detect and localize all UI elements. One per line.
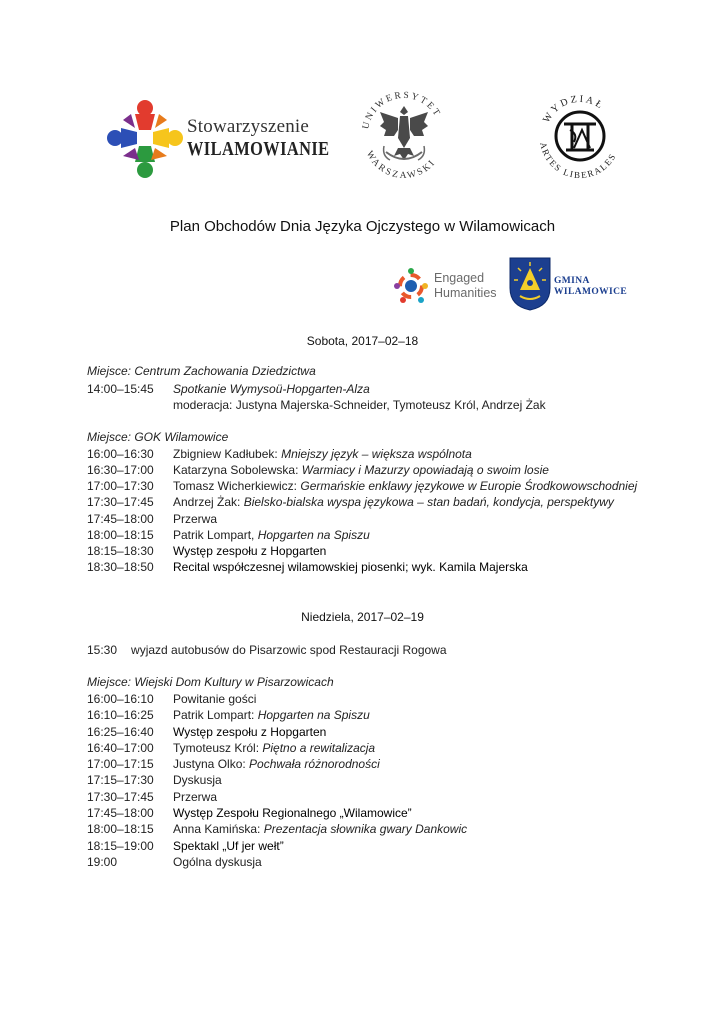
row-person: Dyskusja: [173, 773, 222, 787]
row-person: Występ zespołu z Hopgarten: [173, 544, 327, 558]
row-time: 14:00–15:45: [87, 382, 154, 396]
row-time: 18:15–19:00: [87, 839, 154, 853]
row-person: Przerwa: [173, 512, 218, 526]
row-topic: Hopgarten na Spiszu: [257, 528, 370, 542]
wilamowice-label: WILAMOWICE: [554, 287, 628, 297]
row-person: Katarzyna Sobolewska:: [173, 463, 302, 477]
row-person: Spektakl „Uf jer wełt”: [173, 839, 284, 853]
row-topic: Pochwała różnorodności: [249, 757, 380, 771]
row-time: 16:40–17:00: [87, 741, 154, 755]
saturday-heading: Sobota, 2017–02–18: [306, 334, 419, 348]
wilamowianie-label: WILAMOWIANIE: [187, 138, 330, 160]
row-time: 17:45–18:00: [87, 512, 154, 526]
row-time: 18:15–18:30: [87, 544, 154, 558]
row-time: 16:30–17:00: [87, 463, 154, 477]
row-topic: Warmiacy i Mazurzy opowiadają o swoim losie: [301, 463, 549, 477]
stowarzyszenie-wilamowianie-logo: [105, 98, 330, 180]
row-time: 19:00: [87, 855, 118, 869]
row-person: moderacja: Justyna Majerska-Schneider, Tymoteusz Król, Andrzej Żak: [173, 398, 546, 412]
uniwersytet-warszawski-seal: [354, 82, 454, 184]
svg-text:ARTES LIBERALES: ARTES LIBERALES: [538, 141, 619, 181]
row-topic: Germańskie enklawy językowe w Europie Środkowowschodniej: [300, 479, 638, 493]
bus-text: wyjazd autobusów do Pisarzowic spod Restauracji Rogowa: [131, 643, 447, 657]
saturday-venue-1: Miejsce: Centrum Zachowania Dziedzictwa: [87, 364, 316, 378]
puzzle-star-icon: [105, 98, 185, 180]
svg-text:UNIWERSYTET: UNIWERSYTET: [361, 90, 443, 131]
row-time: 18:30–18:50: [87, 560, 154, 574]
row-time: 17:30–17:45: [87, 495, 154, 509]
row-topic: Prezentacja słownika gwary Dankowic: [263, 822, 468, 836]
gmina-wilamowice-logo: [508, 256, 628, 312]
row-person: Tymoteusz Król:: [173, 741, 263, 755]
row-person: Patrik Lompart,: [173, 528, 258, 542]
row-person: Występ Zespołu Regionalnego „Wilamowice”: [173, 806, 412, 820]
row-person: Przerwa: [173, 790, 218, 804]
row-person: Andrzej Żak:: [173, 495, 244, 509]
bus-departure: [87, 642, 447, 658]
row-person: Zbigniew Kadłubek:: [173, 447, 282, 461]
row-time: 16:10–16:25: [87, 708, 154, 722]
engaged-label: Engaged: [434, 271, 485, 285]
row-time: 18:00–18:15: [87, 528, 154, 542]
row-person: Anna Kamińska:: [173, 822, 264, 836]
row-topic: Spotkanie Wymysoü-Hopgarten-Alza: [173, 382, 370, 396]
row-time: 17:30–17:45: [87, 790, 154, 804]
engaged-humanities-icon: [389, 262, 433, 310]
row-time: 17:45–18:00: [87, 806, 154, 820]
bus-time: 15:30: [87, 643, 118, 657]
row-time: 16:00–16:10: [87, 692, 154, 706]
row-topic: Bielsko-bialska wyspa językowa – stan badań, kondycja, perspektywy: [243, 495, 614, 509]
coat-of-arms-icon: [508, 256, 552, 312]
stowarzyszenie-label: Stowarzyszenie: [187, 116, 310, 137]
humanities-label: Humanities: [434, 286, 497, 300]
wydzial-artes-liberales-seal: [530, 86, 630, 184]
svg-text:WARSZAWSKI: WARSZAWSKI: [363, 149, 439, 182]
columns-monogram-icon: [564, 124, 596, 150]
row-topic: Piętno a rewitalizacja: [262, 741, 376, 755]
row-person: Recital współczesnej wilamowskiej piosenki; wyk. Kamila Majerska: [173, 560, 528, 574]
engaged-humanities-logo: [389, 262, 501, 310]
row-time: 17:00–17:15: [87, 757, 154, 771]
row-person: Występ zespołu z Hopgarten: [173, 725, 327, 739]
row-person: Patrik Lompart:: [173, 708, 258, 722]
gmina-label: GMINA: [554, 276, 590, 286]
sunday-heading: Niedziela, 2017–02–19: [301, 610, 424, 624]
row-topic: Hopgarten na Spiszu: [257, 708, 370, 722]
row-time: 18:00–18:15: [87, 822, 154, 836]
row-person: Ogólna dyskusja: [173, 855, 262, 869]
svg-text:WYDZIAŁ: WYDZIAŁ: [541, 93, 607, 125]
row-time: 17:00–17:30: [87, 479, 154, 493]
row-person: Powitanie gości: [173, 692, 257, 706]
sunday-venue: Miejsce: Wiejski Dom Kultury w Pisarzowicach: [87, 675, 334, 689]
row-time: 17:15–17:30: [87, 773, 154, 787]
row-person: Tomasz Wicherkiewicz:: [173, 479, 301, 493]
saturday-venue-2: Miejsce: GOK Wilamowice: [87, 430, 229, 444]
row-time: 16:25–16:40: [87, 725, 154, 739]
row-time: 16:00–16:30: [87, 447, 154, 461]
page-title: Plan Obchodów Dnia Języka Ojczystego w Wilamowicach: [169, 218, 556, 235]
row-person: Justyna Olko:: [173, 757, 250, 771]
row-topic: Mniejszy język – większa wspólnota: [281, 447, 472, 461]
